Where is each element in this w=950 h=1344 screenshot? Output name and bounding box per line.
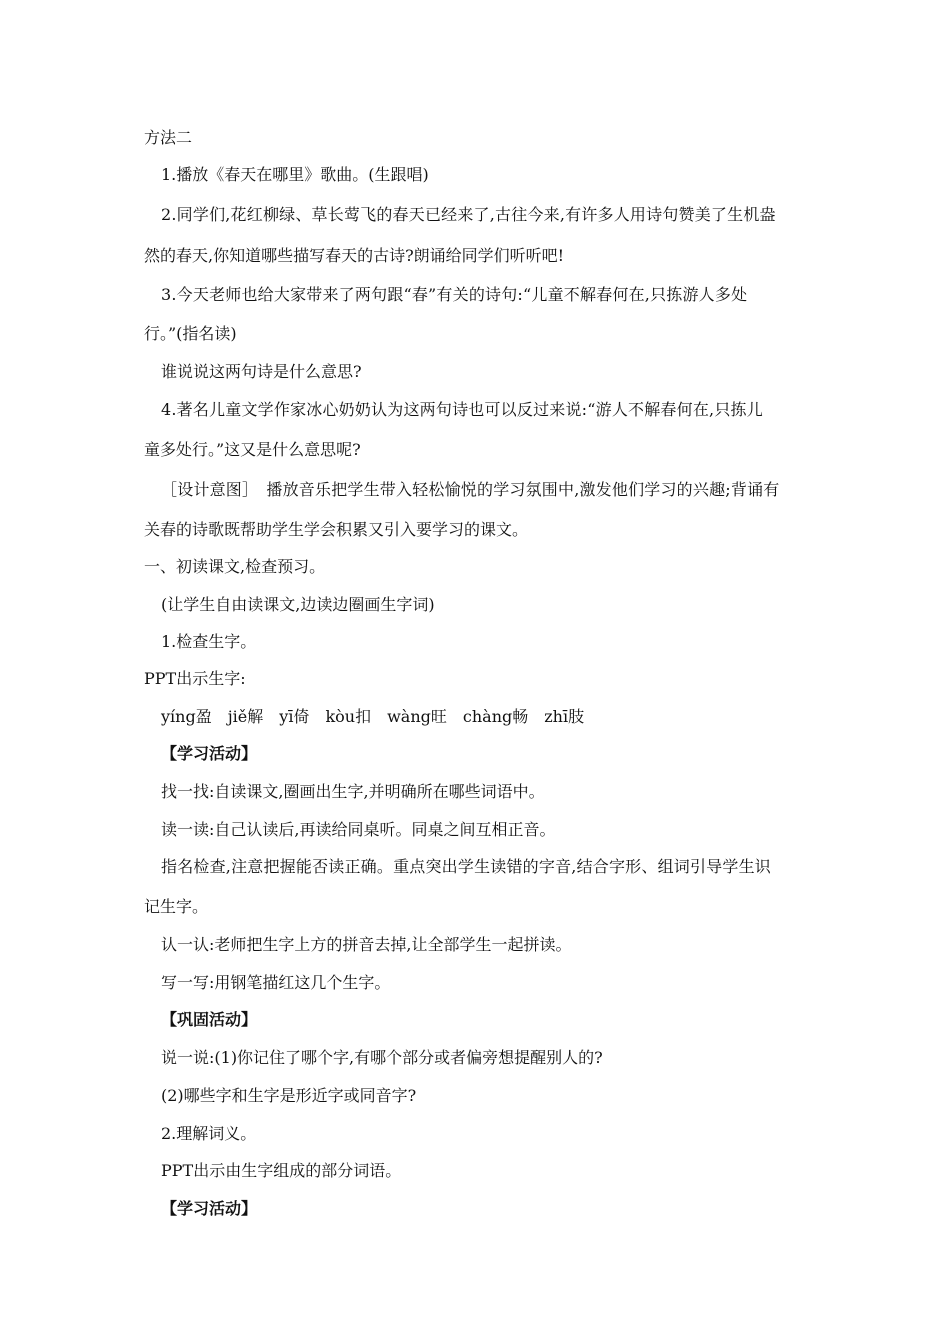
- paragraph-14: 写一写:用钢笔描红这几个生字。: [161, 973, 391, 992]
- pinyin-item: yī倚: [279, 707, 310, 726]
- design-intent-line-2: 关春的诗歌既帮助学生学会积累又引入要学习的课文。: [144, 520, 529, 539]
- section-heading-1: 一、初读课文,检查预习。: [144, 557, 326, 576]
- paragraph-3-line-1: 3.今天老师也给大家带来了两句跟“春”有关的诗句:“儿童不解春何在,只拣游人多处: [161, 285, 748, 304]
- paragraph-5-line-2: 童多处行。”这又是什么意思呢?: [144, 440, 361, 459]
- paragraph-18: PPT出示由生字组成的部分词语。: [161, 1161, 402, 1180]
- paragraph-12-line-2: 记生字。: [144, 897, 209, 916]
- paragraph-2-line-2: 然的春天,你知道哪些描写春天的古诗?朗诵给同学们听听吧!: [144, 246, 565, 265]
- pinyin-item: yíng盈: [161, 707, 212, 726]
- pinyin-item: zhī肢: [544, 707, 585, 726]
- paragraph-10: 找一找:自读课文,圈画出生字,并明确所在哪些词语中。: [161, 782, 545, 801]
- paragraph-17: 2.理解词义。: [161, 1124, 257, 1143]
- paragraph-5-line-1: 4.著名儿童文学作家冰心奶奶认为这两句诗也可以反过来说:“游人不解春何在,只拣儿: [161, 400, 763, 419]
- paragraph-15: 说一说:(1)你记住了哪个字,有哪个部分或者偏旁想提醒别人的?: [161, 1048, 603, 1067]
- activity-heading-3: 【学习活动】: [161, 1199, 258, 1218]
- paragraph-7: (让学生自由读课文,边读边圈画生字词): [161, 595, 435, 614]
- paragraph-12-line-1: 指名检查,注意把握能否读正确。重点突出学生读错的字音,结合字形、组词引导学生识: [161, 857, 771, 876]
- paragraph-13: 认一认:老师把生字上方的拼音去掉,让全部学生一起拼读。: [161, 935, 572, 954]
- pinyin-item: jiě解: [227, 707, 264, 726]
- pinyin-list: [161, 707, 600, 727]
- heading-method-two: 方法二: [144, 128, 193, 147]
- paragraph-4: 谁说说这两句诗是什么意思?: [161, 362, 362, 381]
- activity-heading-1: 【学习活动】: [161, 744, 258, 763]
- paragraph-16: (2)哪些字和生字是形近字或同音字?: [161, 1086, 417, 1105]
- paragraph-2-line-1: 2.同学们,花红柳绿、草长莺飞的春天已经来了,古往今来,有许多人用诗句赞美了生机盎: [161, 205, 776, 224]
- paragraph-11: 读一读:自己认读后,再读给同桌听。同桌之间互相正音。: [161, 820, 556, 839]
- paragraph-8: 1.检查生字。: [161, 632, 257, 651]
- activity-heading-2: 【巩固活动】: [161, 1010, 258, 1029]
- paragraph-3-line-2: 行。”(指名读): [144, 324, 237, 343]
- pinyin-item: kòu扣: [325, 707, 372, 726]
- paragraph-1: 1.播放《春天在哪里》歌曲。(生跟唱): [161, 165, 429, 184]
- paragraph-9: PPT出示生字:: [144, 669, 246, 688]
- pinyin-item: wàng旺: [387, 707, 447, 726]
- pinyin-item: chàng畅: [462, 707, 529, 726]
- design-intent-line-1: ［设计意图］ 播放音乐把学生带入轻松愉悦的学习氛围中,激发他们学习的兴趣;背诵有: [161, 480, 780, 499]
